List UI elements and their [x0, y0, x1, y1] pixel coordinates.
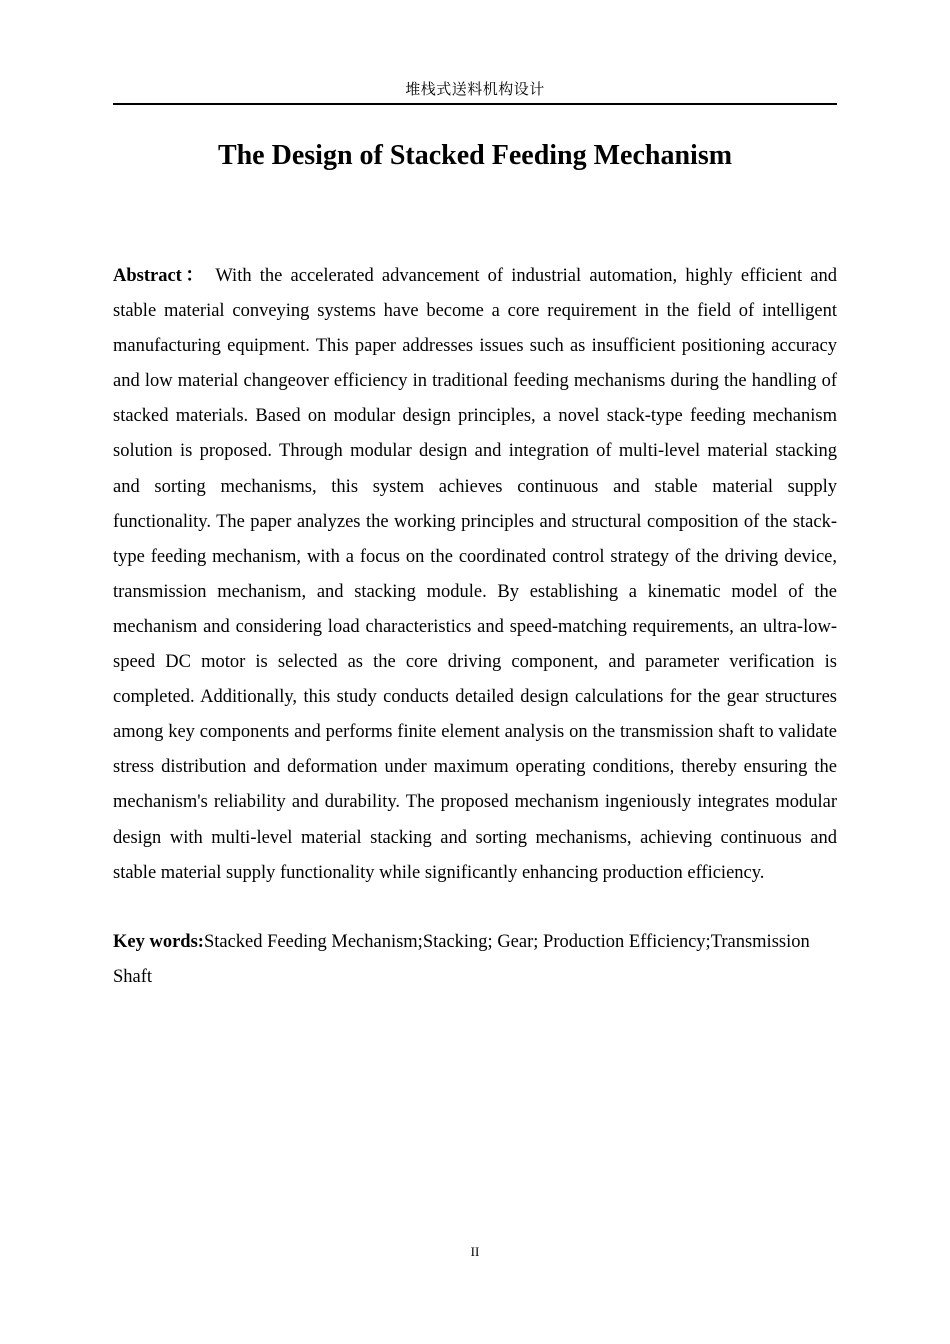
keywords-paragraph — [113, 925, 837, 995]
abstract-label: Abstract： — [113, 266, 208, 286]
running-header: 堆栈式送料机构设计 — [405, 80, 545, 98]
paper-title: The Design of Stacked Feeding Mechanism — [217, 140, 733, 171]
abstract-paragraph — [113, 259, 837, 891]
keywords-label: Key words: — [113, 932, 204, 952]
page-number: II — [470, 1244, 480, 1259]
abstract-text: With the accelerated advancement of industrial automation, highly efficient and stable material conveying systems have become a core requirement in the field of intelligent manufacturing equipment. This paper addresses issues such as insufficient positioning accuracy and low material changeover efficiency in traditional feeding mechanisms during the handling of stacked materials. Based on modular design principles, a novel stack-type feeding mechanism solution is proposed. Through modular design and integration of multi-level material stacking and sorting mechanisms, this system achieves continuous and stable material supply functionality. The paper analyzes the working principles and structural composition of the stack-type feeding mechanism, with a focus on the coordinated control strategy of the driving device, transmission mechanism, and stacking module. By establishing a kinematic model of the mechanism and considering load characteristics and speed-matching requirements, an ultra-low-speed DC motor is selected as the core driving component, and parameter verification is completed. Additionally, this study conducts detailed design calculations for the gear structures among key components and performs finite element analysis on the transmission shaft to validate stress distribution and deformation under maximum operating conditions, thereby ensuring the mechanism's reliability and durability. The proposed mechanism ingeniously integrates modular design with multi-level material stacking and sorting mechanisms, achieving continuous and stable material supply functionality while significantly enhancing production efficiency. — [113, 266, 838, 883]
keywords-text: Stacked Feeding Mechanism;Stacking; Gear; Production Efficiency;Transmission Shaft — [113, 932, 810, 988]
header-rule — [113, 103, 837, 105]
